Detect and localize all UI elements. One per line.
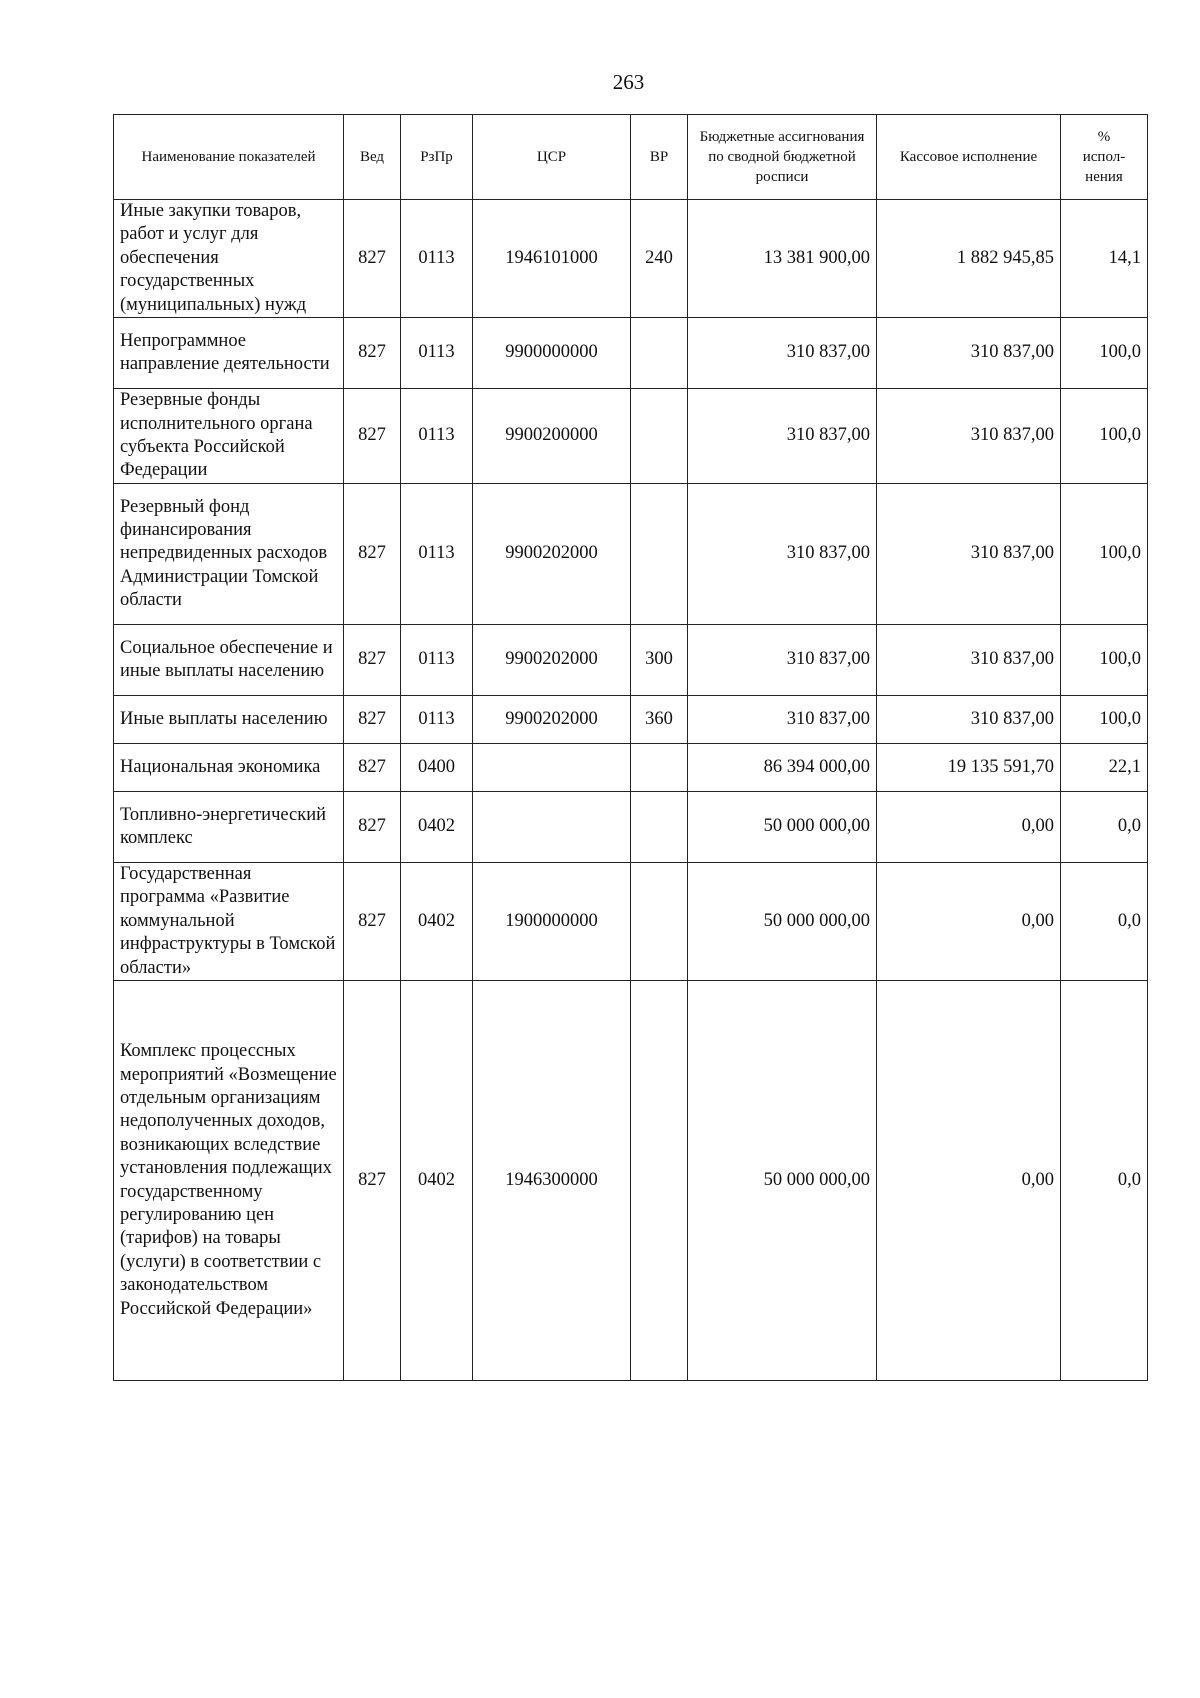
header-percent-line3: нения xyxy=(1085,169,1123,185)
table-row xyxy=(114,389,1148,484)
row-vr xyxy=(631,744,688,792)
row-csr: 9900000000 xyxy=(473,318,631,389)
row-percent: 100,0 xyxy=(1061,389,1148,484)
row-budget: 50 000 000,00 xyxy=(688,863,877,981)
row-cash: 0,00 xyxy=(877,863,1061,981)
row-cash: 310 837,00 xyxy=(877,389,1061,484)
budget-table xyxy=(113,114,1148,1381)
header-ved: Вед xyxy=(344,115,401,200)
row-csr xyxy=(473,744,631,792)
row-rzpr: 0113 xyxy=(401,696,473,744)
row-rzpr: 0402 xyxy=(401,863,473,981)
table-row xyxy=(114,484,1148,625)
row-vr xyxy=(631,981,688,1381)
row-rzpr: 0113 xyxy=(401,318,473,389)
row-csr: 1946300000 xyxy=(473,981,631,1381)
row-name: Национальная экономика xyxy=(114,744,344,792)
row-name: Иные выплаты населению xyxy=(114,696,344,744)
row-ved: 827 xyxy=(344,744,401,792)
row-name: Государственная программа «Развитие коммунальной инфраструктуры в Томской области» xyxy=(114,863,344,981)
row-percent: 14,1 xyxy=(1061,200,1148,318)
row-percent: 100,0 xyxy=(1061,625,1148,696)
row-vr xyxy=(631,389,688,484)
row-name: Резервные фонды исполнительного органа субъекта Российской Федерации xyxy=(114,389,344,484)
row-name: Топливно-энергетический комплекс xyxy=(114,792,344,863)
row-percent: 100,0 xyxy=(1061,696,1148,744)
header-row xyxy=(114,115,1148,200)
row-vr xyxy=(631,318,688,389)
header-percent-sign: % xyxy=(1097,129,1111,145)
row-csr: 9900202000 xyxy=(473,696,631,744)
row-csr: 1946101000 xyxy=(473,200,631,318)
row-percent: 22,1 xyxy=(1061,744,1148,792)
row-rzpr: 0113 xyxy=(401,625,473,696)
row-percent: 100,0 xyxy=(1061,318,1148,389)
row-cash: 1 882 945,85 xyxy=(877,200,1061,318)
row-budget: 50 000 000,00 xyxy=(688,981,877,1381)
header-name: Наименование показателей xyxy=(114,115,344,200)
row-vr: 300 xyxy=(631,625,688,696)
table-row xyxy=(114,696,1148,744)
row-ved: 827 xyxy=(344,696,401,744)
row-name: Комплекс процессных мероприятий «Возмещение отдельным организациям недополученных доходов, возникающих вследствие установления подлежащих государственному регулированию цен (тарифов) на товары (услуги) в соответствии с законодательством Российской Федерации» xyxy=(114,981,344,1381)
row-ved: 827 xyxy=(344,792,401,863)
table-row xyxy=(114,625,1148,696)
row-name: Резервный фонд финансирования непредвиденных расходов Администрации Томской области xyxy=(114,484,344,625)
table-row xyxy=(114,792,1148,863)
row-vr: 360 xyxy=(631,696,688,744)
row-budget: 86 394 000,00 xyxy=(688,744,877,792)
row-budget: 310 837,00 xyxy=(688,625,877,696)
table-row xyxy=(114,200,1148,318)
row-ved: 827 xyxy=(344,389,401,484)
row-cash: 310 837,00 xyxy=(877,696,1061,744)
row-csr xyxy=(473,792,631,863)
row-name: Иные закупки товаров, работ и услуг для обеспечения государственных (муниципальных) нужд xyxy=(114,200,344,318)
row-percent: 0,0 xyxy=(1061,863,1148,981)
row-budget: 310 837,00 xyxy=(688,389,877,484)
row-vr xyxy=(631,863,688,981)
row-ved: 827 xyxy=(344,863,401,981)
row-percent: 0,0 xyxy=(1061,981,1148,1381)
row-budget: 13 381 900,00 xyxy=(688,200,877,318)
row-csr: 9900202000 xyxy=(473,484,631,625)
row-cash: 310 837,00 xyxy=(877,625,1061,696)
row-csr: 1900000000 xyxy=(473,863,631,981)
row-vr: 240 xyxy=(631,200,688,318)
row-csr: 9900202000 xyxy=(473,625,631,696)
row-ved: 827 xyxy=(344,200,401,318)
row-cash: 0,00 xyxy=(877,792,1061,863)
row-rzpr: 0402 xyxy=(401,792,473,863)
row-rzpr: 0402 xyxy=(401,981,473,1381)
table-row xyxy=(114,744,1148,792)
row-name: Непрограммное направление деятельности xyxy=(114,318,344,389)
row-percent: 0,0 xyxy=(1061,792,1148,863)
row-ved: 827 xyxy=(344,484,401,625)
row-budget: 310 837,00 xyxy=(688,696,877,744)
row-cash: 19 135 591,70 xyxy=(877,744,1061,792)
header-cash: Кассовое исполнение xyxy=(877,115,1061,200)
page-number: 263 xyxy=(612,70,645,94)
header-percent xyxy=(1061,115,1148,200)
header-vr: ВР xyxy=(631,115,688,200)
header-percent-line2: испол- xyxy=(1082,149,1126,165)
row-csr: 9900200000 xyxy=(473,389,631,484)
row-rzpr: 0113 xyxy=(401,389,473,484)
table-row xyxy=(114,318,1148,389)
row-rzpr: 0113 xyxy=(401,484,473,625)
row-cash: 310 837,00 xyxy=(877,318,1061,389)
row-cash: 0,00 xyxy=(877,981,1061,1381)
table-row xyxy=(114,863,1148,981)
row-percent: 100,0 xyxy=(1061,484,1148,625)
header-rzpr: РзПр xyxy=(401,115,473,200)
row-ved: 827 xyxy=(344,625,401,696)
header-csr: ЦСР xyxy=(473,115,631,200)
row-vr xyxy=(631,792,688,863)
row-name: Социальное обеспечение и иные выплаты населению xyxy=(114,625,344,696)
row-ved: 827 xyxy=(344,981,401,1381)
row-vr xyxy=(631,484,688,625)
row-budget: 310 837,00 xyxy=(688,484,877,625)
row-rzpr: 0113 xyxy=(401,200,473,318)
row-cash: 310 837,00 xyxy=(877,484,1061,625)
row-budget: 310 837,00 xyxy=(688,318,877,389)
header-budget: Бюджетные ассигнования по сводной бюджетной росписи xyxy=(688,115,877,200)
row-budget: 50 000 000,00 xyxy=(688,792,877,863)
table-row xyxy=(114,981,1148,1381)
row-rzpr: 0400 xyxy=(401,744,473,792)
row-ved: 827 xyxy=(344,318,401,389)
